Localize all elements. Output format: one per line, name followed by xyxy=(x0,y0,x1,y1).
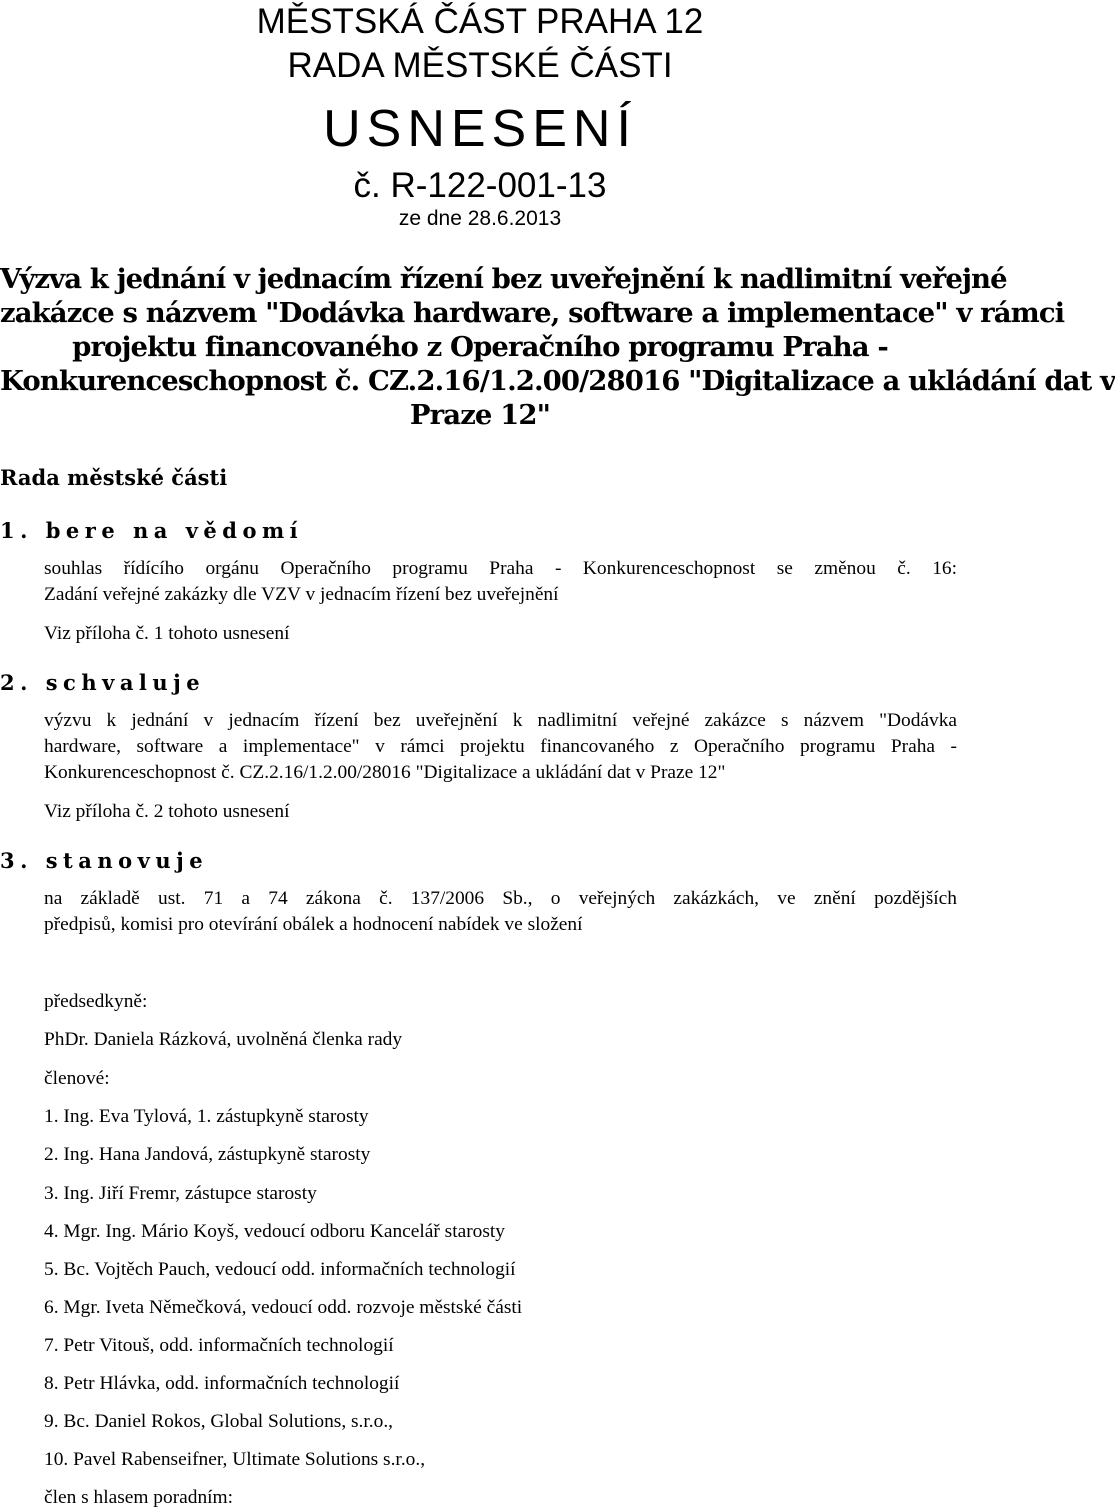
member-item: 10. Pavel Rabenseifner, Ultimate Solutions s.r.o., xyxy=(44,1449,426,1470)
municipality-name: MĚSTSKÁ ČÁST PRAHA 12 xyxy=(256,2,704,41)
council-label: Rada městské části xyxy=(0,465,228,490)
point-1-text xyxy=(44,556,957,608)
member-item: 6. Mgr. Iveta Němečková, vedoucí odd. rozvoje městské části xyxy=(44,1297,523,1318)
paragraph-line: Konkurenceschopnost č. CZ.2.16/1.2.00/28016 "Digitalizace a ukládání dat v Praze 12" xyxy=(44,762,726,783)
member-item: 3. Ing. Jiří Fremr, zástupce starosty xyxy=(44,1183,317,1204)
resolution-subject xyxy=(0,262,1115,432)
chair-label: předsedkyně: xyxy=(44,991,148,1012)
paragraph-line: souhlas řídícího orgánu Operačního programu Praha - Konkurenceschopnost se změnou č. 16: xyxy=(44,558,957,579)
subject-line: Praze 12" xyxy=(409,399,551,431)
council-name: RADA MĚSTSKÉ ČÁSTI xyxy=(287,46,673,85)
member-item: 1. Ing. Eva Tylová, 1. zástupkyně starosty xyxy=(44,1106,369,1127)
point-3-text xyxy=(44,886,957,938)
resolution-number: č. R-122-001-13 xyxy=(353,166,607,205)
member-item: 2. Ing. Hana Jandová, zástupkyně starosty xyxy=(44,1144,371,1165)
subject-line: zakázce s názvem "Dodávka hardware, software a implementace" v rámci xyxy=(0,297,1065,329)
point-1-attachment: Viz příloha č. 1 tohoto usnesení xyxy=(44,623,290,644)
member-item: 7. Petr Vitouš, odd. informačních technologií xyxy=(44,1335,394,1356)
point-2-text xyxy=(44,708,957,786)
chair-name: PhDr. Daniela Rázková, uvolněná členka rady xyxy=(44,1029,403,1050)
paragraph-line: Zadání veřejné zakázky dle VZV v jednacím řízení bez uveřejnění xyxy=(44,584,559,605)
paragraph-line: předpisů, komisi pro otevírání obálek a hodnocení nabídek ve složení xyxy=(44,914,583,935)
point-3-heading: 3. stanovuje xyxy=(0,848,209,873)
paragraph-line: na základě ust. 71 a 74 zákona č. 137/2006 Sb., o veřejných zakázkách, ve znění pozdějších xyxy=(44,888,957,909)
subject-line: Konkurenceschopnost č. CZ.2.16/1.2.00/28016 "Digitalizace a ukládání dat v xyxy=(0,365,1115,397)
document-title: USNESENÍ xyxy=(323,100,637,158)
subject-line: projektu financovaného z Operačního programu Praha - xyxy=(72,331,888,363)
member-item: 9. Bc. Daniel Rokos, Global Solutions, s.r.o., xyxy=(44,1411,394,1432)
members-label: členové: xyxy=(44,1068,110,1089)
paragraph-line: hardware, software a implementace" v rámci projektu financovaného z Operačního programu Praha - xyxy=(44,736,957,757)
advisory-member-label: člen s hlasem poradním: xyxy=(44,1487,234,1508)
point-1-heading: 1. bere na vědomí xyxy=(0,518,304,543)
point-2-attachment: Viz příloha č. 2 tohoto usnesení xyxy=(44,801,290,822)
subject-line: Výzva k jednání v jednacím řízení bez uveřejnění k nadlimitní veřejné xyxy=(0,263,1007,295)
member-item: 5. Bc. Vojtěch Pauch, vedoucí odd. informačních technologií xyxy=(44,1259,516,1280)
member-item: 4. Mgr. Ing. Mário Koyš, vedoucí odboru Kancelář starosty xyxy=(44,1221,505,1242)
point-2-heading: 2. schvaluje xyxy=(0,670,206,695)
paragraph-line: výzvu k jednání v jednacím řízení bez uveřejnění k nadlimitní veřejné zakázce s názvem "Dodávka xyxy=(44,710,957,731)
member-item: 8. Petr Hlávka, odd. informačních technologií xyxy=(44,1373,400,1394)
resolution-date: ze dne 28.6.2013 xyxy=(398,207,562,230)
